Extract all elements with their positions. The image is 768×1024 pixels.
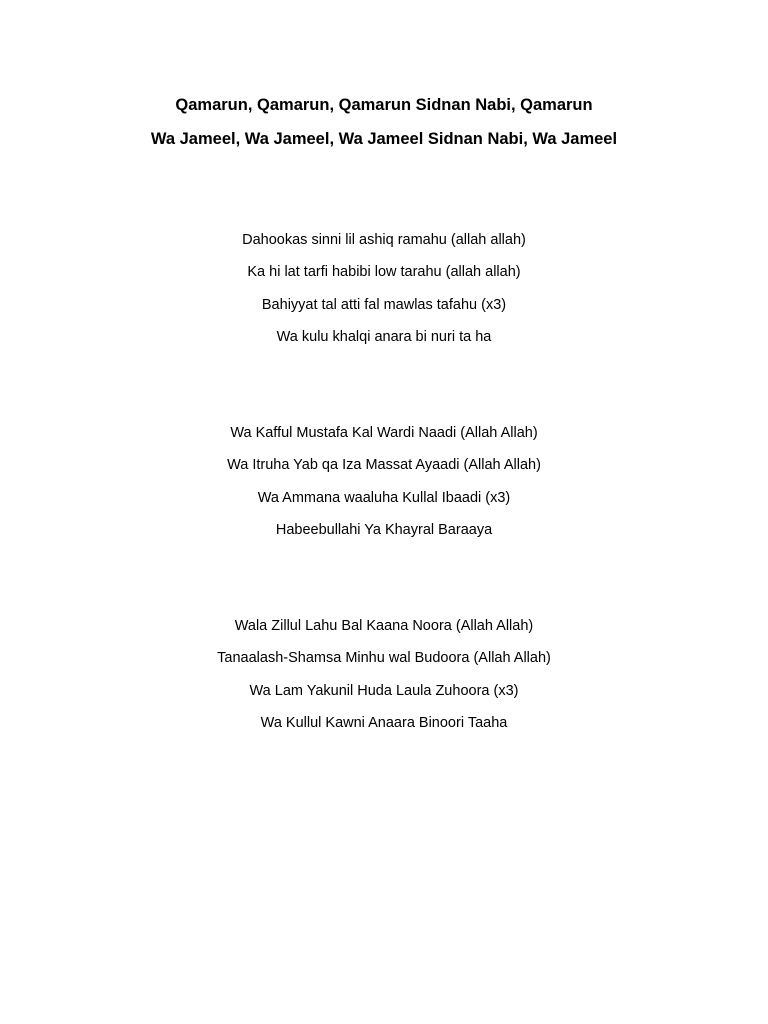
- title-block: [0, 88, 768, 156]
- verse-line: Wa Ammana waaluha Kullal Ibaadi (x3): [257, 489, 511, 506]
- verse-line: Wa Kullul Kawni Anaara Binoori Taaha: [260, 714, 508, 731]
- verse-line: Ka hi lat tarfi habibi low tarahu (allah allah): [247, 264, 521, 281]
- verse-line: Habeebullahi Ya Khayral Baraaya: [275, 521, 493, 538]
- verse-3: [0, 610, 768, 739]
- verse-line: Wa Itruha Yab qa Iza Massat Ayaadi (Allah Allah): [227, 457, 541, 474]
- verse-line: Bahiyyat tal atti fal mawlas tafahu (x3): [261, 296, 507, 313]
- title-line-1: Qamarun, Qamarun, Qamarun Sidnan Nabi, Qamarun: [175, 96, 593, 114]
- verse-line: Tanaalash-Shamsa Minhu wal Budoora (Allah Allah): [217, 650, 551, 667]
- verse-2: [0, 417, 768, 546]
- verse-1: [0, 224, 768, 353]
- title-line-2: Wa Jameel, Wa Jameel, Wa Jameel Sidnan Nabi, Wa Jameel: [150, 130, 618, 148]
- verse-line: Wa kulu khalqi anara bi nuri ta ha: [276, 328, 492, 345]
- verse-line: Wala Zillul Lahu Bal Kaana Noora (Allah Allah): [234, 618, 534, 634]
- verse-line: Wa Lam Yakunil Huda Laula Zuhoora (x3): [249, 682, 519, 699]
- verse-line: Wa Kafful Mustafa Kal Wardi Naadi (Allah Allah): [230, 425, 538, 441]
- verse-line: Dahookas sinni lil ashiq ramahu (allah allah): [242, 232, 526, 248]
